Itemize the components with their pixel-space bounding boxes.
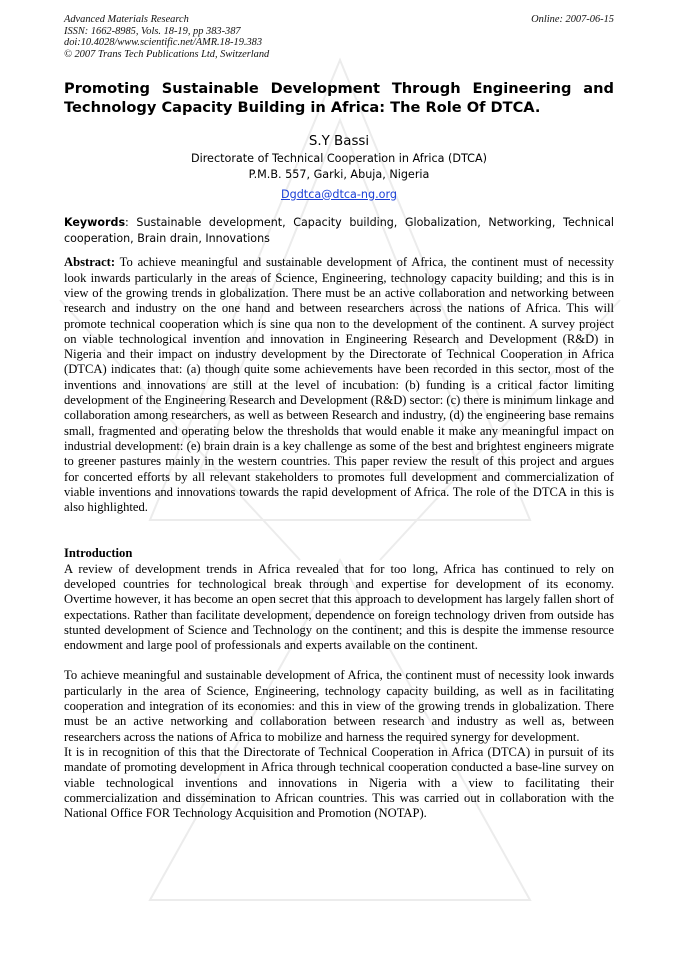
abstract-text: To achieve meaningful and sustainable development of Africa, the continent must of necessity look inwards particularly in the areas of Science, Engineering, technology capacity building; and this is in view of the growing trends in globalization. There must be an active collaboration and networking between research and industry on the one hand and between researchers across the nations of Africa. This will promote technical cooperation which is sine qua non to the development of the continent. A survey project on viable technological invention and innovation in Engineering Research and Development (R&D) in Nigeria and their impact on industry development by the Directorate of Technical Cooperation in Africa (DTCA) indicates that: (a) though quite some achievements have been recorded in this sector, most of the inventions and innovations are still at the level of incubation: (b) funding is a critical factor limiting development of the Engineering Research and Development (R&D) sector: (c) there is minimum linkage and collaboration among researchers, as well as between Research and industry, (d) the engineering base remains small, fragmented and operating below the thresholds that would enable it make any meaningful impact on industrial development: (e) brain drain is a key challenge as some of the best and brightest engineers migrate to greener pastures mainly in the western countries. This paper review the result of this project and argues for concerted efforts by all relevant stakeholders to promotes full development and commercialization of viable inventions and innovations towards the rapid development of Africa. The role of the DTCA in this is also highlighted.: [64, 255, 614, 515]
address-line: P.M.B. 557, Garki, Abuja, Nigeria: [248, 167, 430, 181]
keywords-label: Keywords: [64, 216, 126, 230]
copyright-line: © 2007 Trans Tech Publications Ltd, Switzerland: [64, 48, 270, 60]
paper-title: Promoting Sustainable Development Through Engineering and Technology Capacity Building in Africa: The Role Of DTCA.: [64, 80, 614, 117]
online-date: Online: 2007-06-15: [531, 14, 614, 25]
journal-name: Advanced Materials Research: [64, 14, 189, 25]
page-content: [64, 14, 614, 821]
intro-paragraph-2: To achieve meaningful and sustainable development of Africa, the continent must of necessity look inwards particularly in the area of Science, Engineering, technology capacity building, as well as in facilitating cooperation and integration of its economies: and this in view of the growing trends in globalization. There must be an active networking and collaboration between research and industry as well as, between researchers across the nations of Africa to mobilize and harness the required synergy for development.: [64, 668, 614, 744]
email-link[interactable]: Dgdtca@dtca-ng.org: [280, 187, 398, 201]
doi-line: doi:10.4028/www.scientific.net/AMR.18-19.383: [64, 37, 263, 49]
intro-paragraph-3: It is in recognition of this that the Directorate of Technical Cooperation in Africa (DTCA) in pursuit of its mandate of promoting development in Africa through technical cooperation conducted a base-line survey on viable technological inventions and innovations in Nigeria with a view to facilitating their commercialization and dissemination to African countries. This was carried out in collaboration with the National Office FOR Technology Acquisition and Promotion (NOTAP).: [64, 744, 614, 821]
intro-paragraph-1: A review of development trends in Africa revealed that for too long, Africa has continued to rely on developed countries for technological break through and expertise for development of its economy. Overtime however, it has become an open secret that this approach to development has largely fallen short of expectations. Rather than facilitate development, dependence on foreign technology driven from outside has stunted development of Science and Technology on the continent; and this is despite the immense resource endowment and large pool of professionals and experts available on the continent.: [64, 561, 614, 653]
issn-line: ISSN: 1662-8985, Vols. 18-19, pp 383-387: [64, 25, 241, 37]
abstract-label: Abstract:: [64, 255, 116, 270]
keywords-text: : Sustainable development, Capacity building, Globalization, Networking, Technical cooperation, Brain drain, Innovations: [64, 216, 614, 245]
journal-header: [64, 14, 614, 60]
introduction-heading: Introduction: [64, 546, 133, 561]
keywords-paragraph: [64, 215, 614, 246]
abstract-paragraph: [64, 255, 614, 515]
author-name: S.Y Bassi: [308, 134, 370, 150]
journal-header-row: [64, 14, 614, 26]
author-block: [64, 133, 614, 202]
affiliation-line: Directorate of Technical Cooperation in Africa (DTCA): [190, 152, 488, 166]
